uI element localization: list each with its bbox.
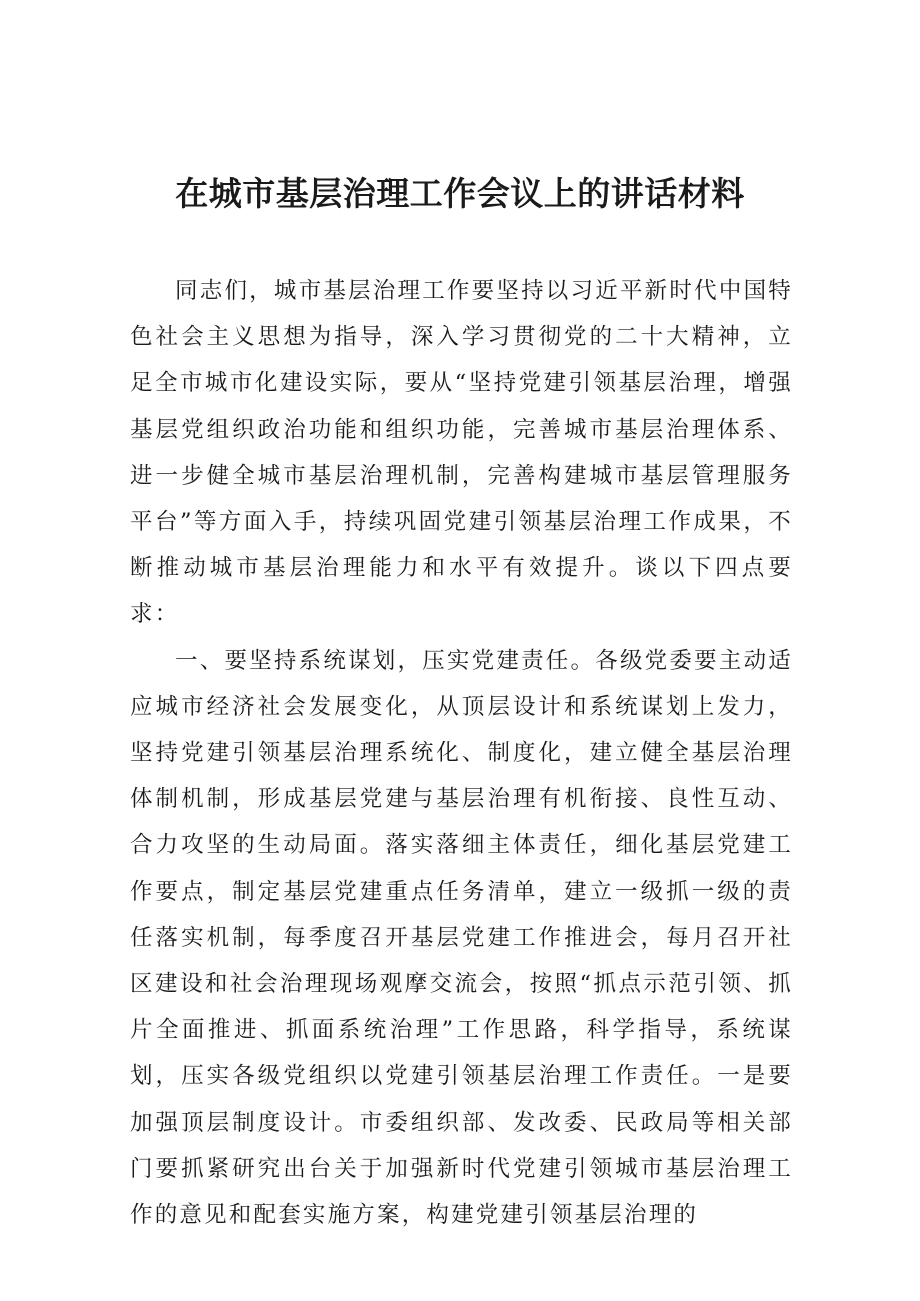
document-title: 在城市基层治理工作会议上的讲话材料 [175, 174, 745, 213]
paragraph-intro: 同志们，城市基层治理工作要坚持以习近平新时代中国特色社会主义思想为指导，深入学习贯彻党的二十大精神，立足全市城市化建设实际，要从“坚持党建引领基层治理，增强基层党组织政治功能和组织功能，完善城市基层治理体系、进一步健全城市基层治理机制，完善构建城市基层管理服务平台”等方面入手，持续巩固党建引领基层治理工作成果，不断推动城市基层治理能力和水平有效提升。谈以下四点要求： [130, 278, 793, 628]
document-body [130, 268, 793, 1238]
paragraph-point-one: 一、要坚持系统谋划，压实党建责任。各级党委要主动适应城市经济社会发展变化，从顶层设计和系统谋划上发力，坚持党建引领基层治理系统化、制度化，建立健全基层治理体制机制，形成基层党建与基层治理有机衔接、良性互动、合力攻坚的生动局面。落实落细主体责任，细化基层党建工作要点，制定基层党建重点任务清单，建立一级抓一级的责任落实机制，每季度召开基层党建工作推进会，每月召开社区建设和社会治理现场观摩交流会，按照“抓点示范引领、抓片全面推进、抓面系统治理”工作思路，科学指导，系统谋划，压实各级党组织以党建引领基层治理工作责任。一是要加强顶层制度设计。市委组织部、发改委、民政局等相关部门要抓紧研究出台关于加强新时代党建引领城市基层治理工作的意见和配套实施方案，构建党建引领基层治理的 [130, 647, 793, 1229]
